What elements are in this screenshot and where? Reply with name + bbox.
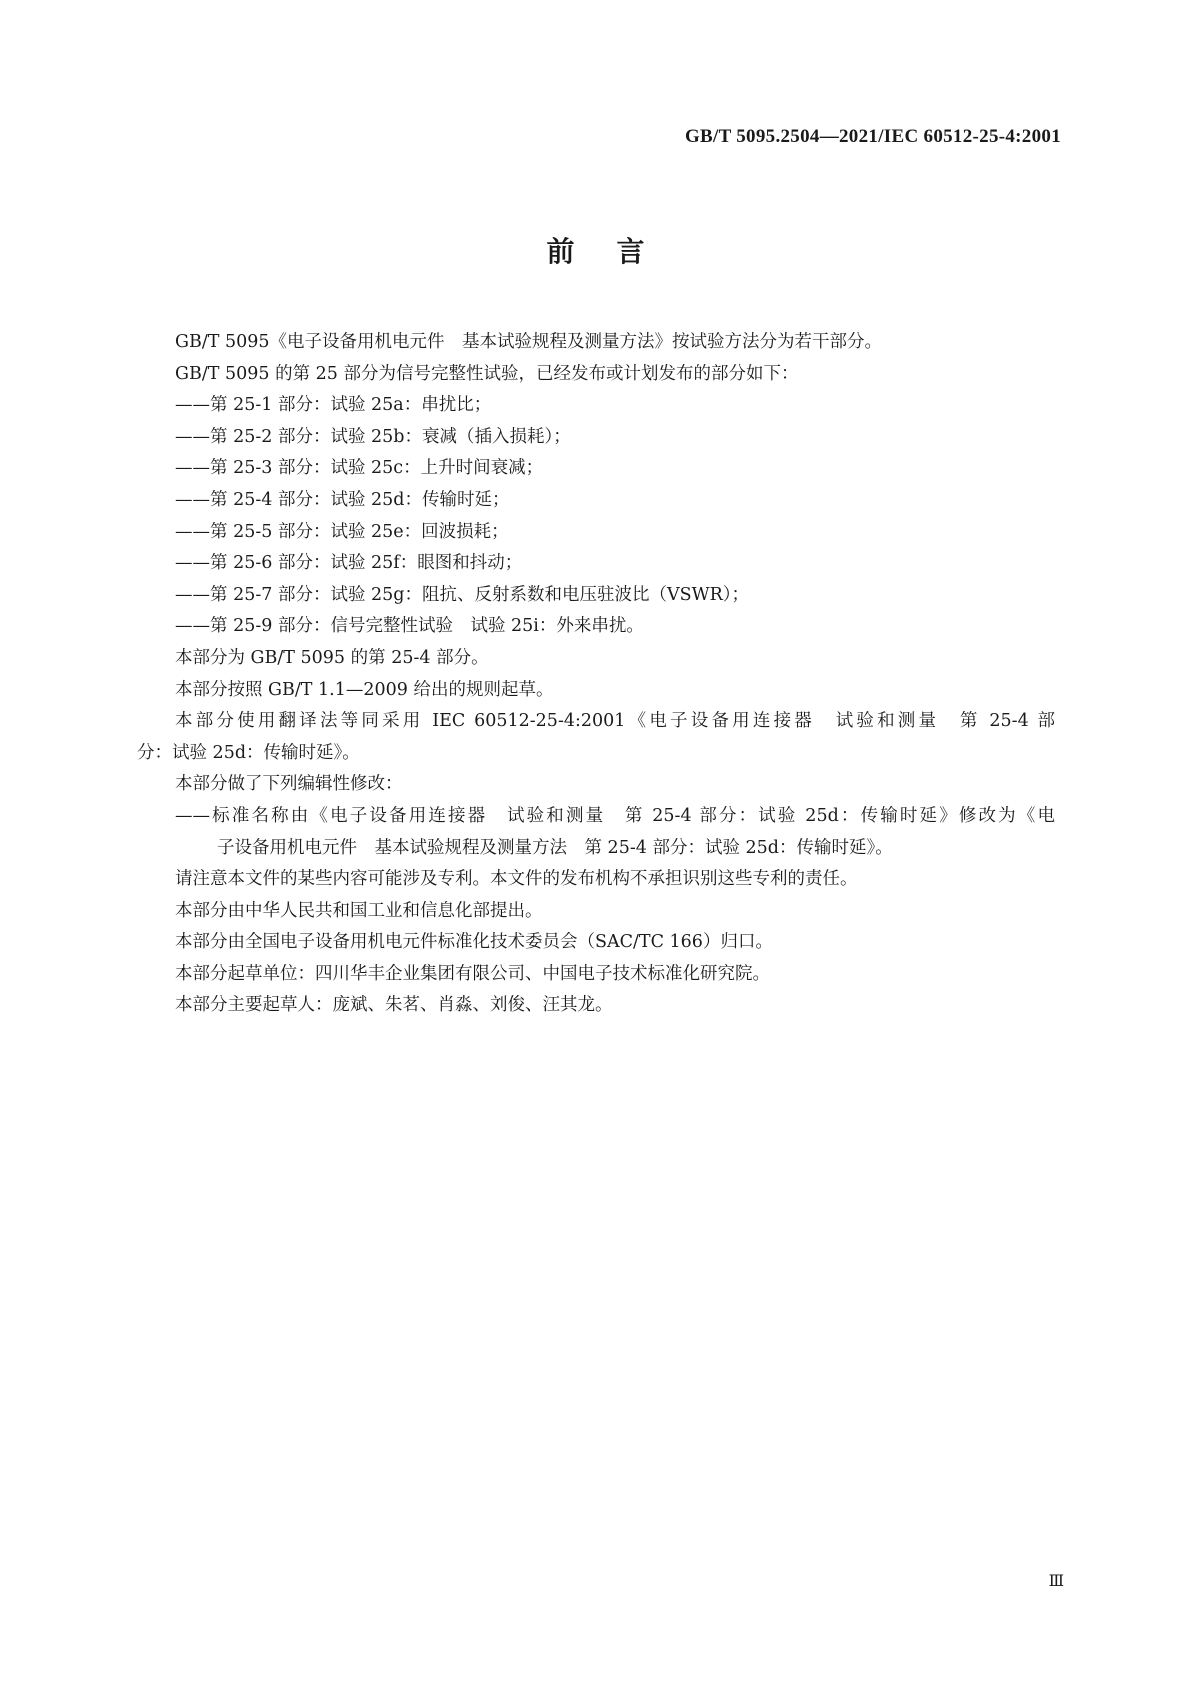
list-item-part-25-4: ——第 25-4 部分：试验 25d：传输时延； bbox=[175, 489, 510, 510]
list-item-part-25-3: ——第 25-3 部分：试验 25c：上升时间衰减； bbox=[175, 458, 544, 479]
paragraph-proposer: 本部分由中华人民共和国工业和信息化部提出。 bbox=[175, 900, 543, 921]
paragraph-parts-intro: GB/T 5095 的第 25 部分为信号完整性试验，已经发布或计划发布的部分如下： bbox=[175, 363, 799, 384]
paragraph-translation-line-2: 分：试验 25d：传输时延》。 bbox=[137, 742, 360, 763]
standard-number-header: GB/T 5095.2504—2021/IEC 60512-25-4:2001 bbox=[684, 126, 1061, 147]
list-item-title-change-line-1: ——标准名称由《电子设备用连接器 试验和测量 第 25-4 部分：试验 25d：传输时延》修改为《电 bbox=[175, 805, 1055, 826]
paragraph-drafting-units: 本部分起草单位：四川华丰企业集团有限公司、中国电子技术标准化研究院。 bbox=[175, 963, 770, 984]
paragraph-drafting-rules: 本部分按照 GB/T 1.1—2009 给出的规则起草。 bbox=[175, 679, 554, 700]
paragraph-intro: GB/T 5095《电子设备用机电元件 基本试验规程及测量方法》按试验方法分为若干部分。 bbox=[175, 332, 883, 352]
paragraph-drafters: 本部分主要起草人：庞斌、朱茗、肖淼、刘俊、汪其龙。 bbox=[175, 995, 613, 1016]
list-item-part-25-7: ——第 25-7 部分：试验 25g：阻抗、反射系数和电压驻波比（VSWR）； bbox=[175, 584, 750, 605]
list-item-part-25-5: ——第 25-5 部分：试验 25e：回波损耗； bbox=[175, 521, 509, 542]
paragraph-this-part: 本部分为 GB/T 5095 的第 25-4 部分。 bbox=[175, 647, 489, 668]
list-item-title-change-line-2: 子设备用机电元件 基本试验规程及测量方法 第 25-4 部分：试验 25d：传输时延》。 bbox=[217, 837, 893, 858]
paragraph-translation-line-1: 本部分使用翻译法等同采用 IEC 60512-25-4:2001《电子设备用连接器 试验和测量 第 25-4 部 bbox=[175, 711, 1055, 732]
list-item-part-25-9: ——第 25-9 部分：信号完整性试验 试验 25i：外来串扰。 bbox=[175, 616, 644, 637]
paragraph-editorial-changes: 本部分做了下列编辑性修改： bbox=[175, 774, 403, 795]
list-item-part-25-6: ——第 25-6 部分：试验 25f：眼图和抖动； bbox=[175, 553, 523, 574]
paragraph-patent-notice: 请注意本文件的某些内容可能涉及专利。本文件的发布机构不承担识别这些专利的责任。 bbox=[175, 869, 858, 890]
list-item-part-25-2: ——第 25-2 部分：试验 25b：衰减（插入损耗）； bbox=[175, 426, 571, 447]
page-title: 前言 bbox=[546, 235, 687, 268]
list-item-part-25-1: ——第 25-1 部分：试验 25a：串扰比； bbox=[175, 395, 492, 416]
page-number: Ⅲ bbox=[1048, 1573, 1064, 1590]
paragraph-committee: 本部分由全国电子设备用机电元件标准化技术委员会（SAC/TC 166）归口。 bbox=[175, 932, 773, 953]
foreword-body bbox=[137, 327, 1055, 1022]
